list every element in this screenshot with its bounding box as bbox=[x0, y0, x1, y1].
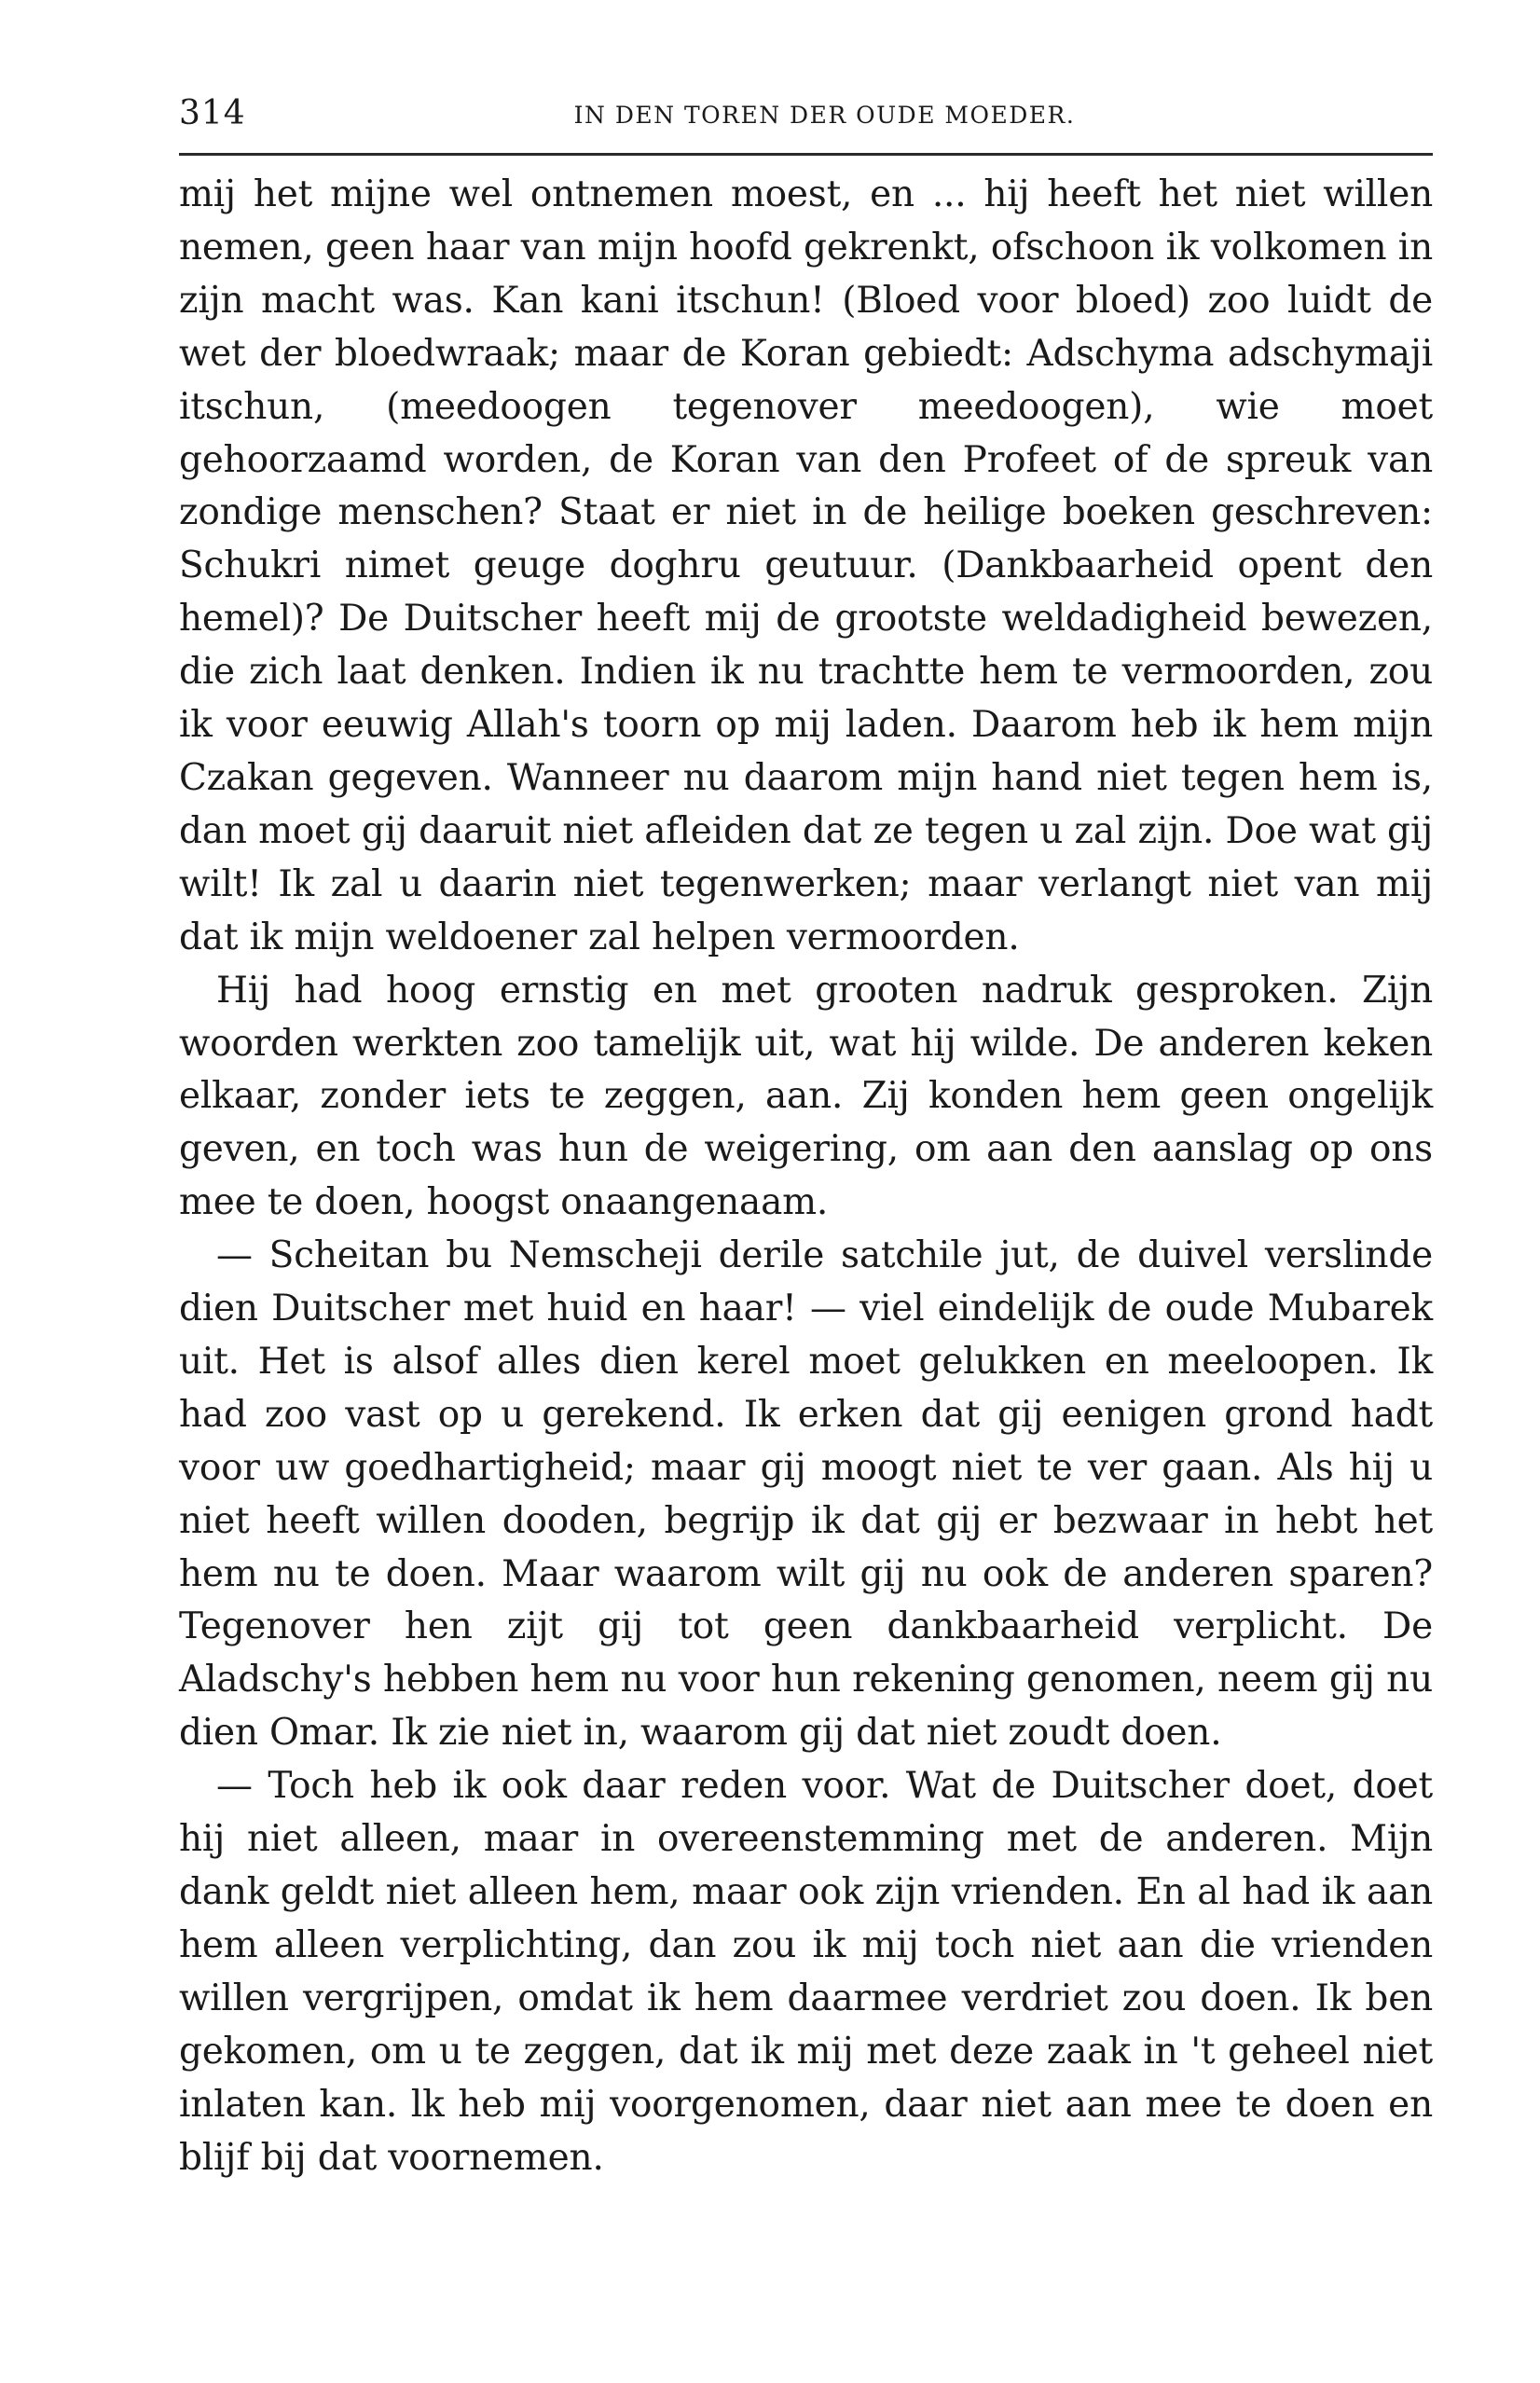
running-title: IN DEN TOREN DER OUDE MOEDER. bbox=[573, 102, 1076, 129]
paragraph-dialogue: — Scheitan bu Nemscheji derile satchile jut, de duivel verslinde dien Duitscher met huid en haar! — viel eindelijk de oude Mubarek uit. Het is alsof alles dien kerel moet gelukken en meeloopen. Ik had zoo vast op u gerekend. Ik erken dat gij eenigen grond hadt voor uw goedhartigheid; maar gij moogt niet te ver gaan. Als hij u niet heeft willen dooden, begrijp ik dat gij er bezwaar in hebt het hem nu te doen. Maar waarom wilt gij nu ook de anderen sparen? Tegenover hen zijt gij tot geen dankbaarheid verplicht. De Aladschy's hebben hem nu voor hun rekening genomen, neem gij nu dien Omar. Ik zie niet in, waarom gij dat niet zoudt doen. bbox=[179, 1234, 1433, 1755]
page-number: 314 bbox=[179, 94, 246, 132]
header-rule bbox=[179, 153, 1433, 156]
running-head bbox=[179, 90, 1433, 145]
paragraph-continuation: mij het mijne wel ontnemen moest, en ... hij heeft het niet willen nemen, geen haar van mijn hoofd gekrenkt, ofschoon ik volkomen in zijn macht was. Kan kani itschun! (Bloed voor bloed) zoo luidt de wet der bloedwraak; maar de Koran gebiedt: Adschyma adschymaji itschun, (meedoogen tegenover meedoogen), wie moet gehoorzaamd worden, de Koran van den Profeet of de spreuk van zondige menschen? Staat er niet in de heilige boeken geschreven: Schukri nimet geuge doghru geutuur. (Dankbaarheid opent den hemel)? De Duitscher heeft mij de grootste weldadigheid bewezen, die zich laat denken. Indien ik nu trachtte hem te vermoorden, zou ik voor eeuwig Allah's toorn op mij laden. Daarom heb ik hem mijn Czakan gegeven. Wanneer nu daarom mijn hand niet tegen hem is, dan moet gij daaruit niet afleiden dat ze tegen u zal zijn. Doe wat gij wilt! Ik zal u daarin niet tegenwerken; maar verlangt niet van mij dat ik mijn weldoener zal helpen vermoorden. bbox=[179, 173, 1433, 958]
body-text bbox=[179, 169, 1433, 2184]
book-page bbox=[179, 90, 1433, 2184]
paragraph: Hij had hoog ernstig en met grooten nadruk gesproken. Zijn woorden werkten zoo tamelijk uit, wat hij wilde. De anderen keken elkaar, zonder iets te zeggen, aan. Zij konden hem geen ongelijk geven, en toch was hun de weigering, om aan den aanslag op ons mee te doen, hoogst onaangenaam. bbox=[179, 969, 1433, 1224]
paragraph-dialogue: — Toch heb ik ook daar reden voor. Wat de Duitscher doet, doet hij niet alleen, maar in overeenstemming met de anderen. Mijn dank geldt niet alleen hem, maar ook zijn vrienden. En al had ik aan hem alleen verplichting, dan zou ik mij toch niet aan die vrienden willen vergrijpen, omdat ik hem daarmee verdriet zou doen. Ik ben gekomen, om u te zeggen, dat ik mij met deze zaak in 't geheel niet inlaten kan. lk heb mij voorgenomen, daar niet aan mee te doen en blijf bij dat voornemen. bbox=[179, 1765, 1433, 2179]
